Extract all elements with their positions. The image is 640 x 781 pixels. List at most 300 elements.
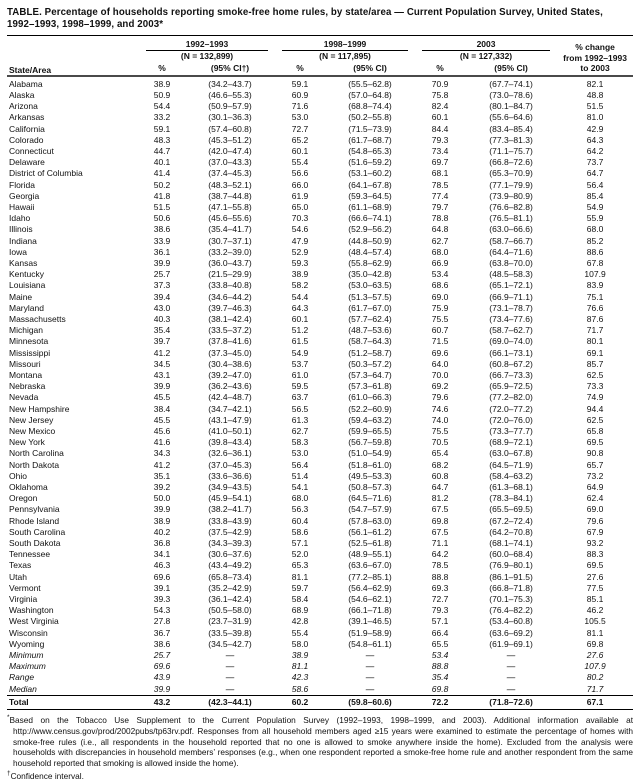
ci-2003: (68.1–74.1) (489, 538, 533, 549)
pct-1998-1999: 68.9 (291, 605, 309, 616)
ci-1998-1999: (48.9–55.1) (348, 549, 392, 560)
table-row (7, 426, 633, 437)
pct-1998-1999: 68.0 (291, 493, 309, 504)
table-row (7, 594, 633, 605)
pct-change: 68.0 (586, 224, 604, 235)
pct-1998-1999: 63.7 (291, 392, 309, 403)
table-row (7, 224, 633, 235)
ci-1998-1999: (35.0–42.8) (348, 269, 392, 280)
ci-1998-1999: (61.7–68.7) (348, 134, 392, 145)
subheader-ci-2: (95% CI) (325, 62, 415, 76)
pct-2003: 79.7 (431, 201, 449, 212)
table-row (7, 448, 633, 459)
pct-change: 62.5 (586, 414, 604, 425)
state-name: Alaska (9, 89, 35, 100)
ci-1998-1999: (52.9–56.2) (348, 224, 392, 235)
ci-2003: (55.6–64.6) (489, 112, 533, 123)
pct-1992-1993: 40.2 (153, 526, 171, 537)
state-name: Wyoming (9, 638, 45, 649)
table-row (7, 628, 633, 639)
pct-1992-1993: 50.6 (153, 213, 171, 224)
pct-1998-1999: 61.9 (291, 190, 309, 201)
ci-2003: (83.4–85.4) (489, 123, 533, 134)
ci-2003: (76.6–82.8) (489, 201, 533, 212)
ci-2003: (67.7–74.1) (489, 78, 533, 89)
pct-1998-1999: 58.0 (291, 638, 309, 649)
column-group-2003 (415, 36, 557, 52)
ci-1998-1999: (66.1–71.8) (348, 605, 392, 616)
table-row (7, 76, 633, 90)
pct-1998-1999: 52.0 (291, 549, 309, 560)
ci-2003: (77.1–79.9) (489, 179, 533, 190)
state-name: Connecticut (9, 145, 54, 156)
pct-1992-1993: 45.5 (153, 414, 171, 425)
ci-1998-1999: (57.7–62.4) (348, 313, 392, 324)
state-name: Virginia (9, 594, 38, 605)
summary-row (7, 650, 633, 661)
pct-change: 76.6 (586, 302, 604, 313)
pct-change: 85.4 (586, 190, 604, 201)
table-row (7, 112, 633, 123)
pct-1998-1999: 71.6 (291, 101, 309, 112)
ci-1992-1993: (50.5–58.0) (208, 605, 252, 616)
pct-2003: 60.1 (431, 112, 449, 123)
table-row (7, 202, 633, 213)
ci-1992-1993: (37.3–45.0) (208, 347, 252, 358)
pct-2003: 69.6 (431, 347, 449, 358)
ci-1992-1993: (50.9–57.9) (208, 101, 252, 112)
state-name: South Carolina (9, 526, 66, 537)
ci-1992-1993: (33.5–37.2) (208, 325, 252, 336)
pct-1992-1993: 39.1 (153, 582, 171, 593)
pct-1998-1999: 38.9 (291, 650, 309, 661)
pct-2003: 79.6 (431, 392, 449, 403)
pct-1992-1993: 35.4 (153, 325, 171, 336)
pct-1998-1999: 65.3 (291, 560, 309, 571)
state-name: Oklahoma (9, 482, 48, 492)
table-row (7, 404, 633, 415)
ci-1992-1993: (45.9–54.1) (208, 493, 252, 504)
state-name: Arizona (9, 101, 38, 112)
ci-1998-1999: (57.3–64.7) (348, 369, 392, 380)
ci-1992-1993: (36.0–43.7) (208, 257, 252, 268)
table-row (7, 325, 633, 336)
ci-2003: (80.1–84.7) (489, 101, 533, 112)
ci-1992-1993: (39.2–47.0) (208, 369, 252, 380)
pct-1998-1999: 59.5 (291, 381, 309, 392)
table-row (7, 437, 633, 448)
table-row (7, 359, 633, 370)
pct-1992-1993: 38.6 (153, 638, 171, 649)
pct-change: 69.1 (586, 347, 604, 358)
pct-1998-1999: 64.3 (291, 302, 309, 313)
pct-change: 27.6 (586, 571, 604, 582)
ci-1992-1993: (34.7–42.1) (208, 403, 252, 414)
pct-change: 69.8 (586, 638, 604, 649)
table-row (7, 303, 633, 314)
state-name: Iowa (9, 246, 27, 257)
pct-1992-1993: 35.1 (153, 470, 171, 481)
ci-2003: (73.0–78.6) (489, 89, 533, 100)
pct-2003: 81.2 (431, 493, 449, 504)
ci-1992-1993: (30.1–36.3) (208, 112, 252, 123)
ci-2003: (66.9–71.1) (489, 291, 533, 302)
pct-1992-1993: 37.3 (153, 280, 171, 291)
pct-1992-1993: 38.9 (153, 515, 171, 526)
pct-1992-1993: 50.9 (153, 89, 171, 100)
pct-1998-1999: 81.1 (291, 571, 309, 582)
pct-1998-1999: 52.9 (291, 246, 309, 257)
ci-2003: (61.9–69.1) (489, 638, 533, 649)
pct-1998-1999: 59.3 (291, 257, 309, 268)
pct-change: 94.4 (586, 403, 604, 414)
ci-1992-1993: (23.7–31.9) (208, 616, 252, 627)
total-row (7, 695, 633, 710)
ci-1992-1993: (43.1–47.9) (208, 414, 252, 425)
ci-1998-1999: (56.4–62.9) (348, 582, 392, 593)
pct-1998-1999: 54.6 (291, 224, 309, 235)
ci-2003: (61.3–68.1) (489, 482, 533, 492)
footnote-marker-asterisk: * (7, 714, 10, 722)
ci-1998-1999: (52.5–61.8) (348, 538, 392, 549)
pct-change: 85.1 (586, 594, 604, 605)
ci-2003: (64.5–71.9) (489, 459, 533, 470)
ci-2003: (63.0–66.6) (489, 224, 533, 235)
period-label-1998-1999: 1998–1999 (282, 39, 408, 51)
footnote-source (7, 713, 633, 768)
ci-1992-1993: (34.2–43.7) (208, 78, 252, 89)
ci-1992-1993: (30.7–37.1) (208, 235, 252, 246)
pct-1998-1999: 65.0 (291, 201, 309, 212)
state-name: Mississippi (9, 347, 51, 358)
pct-change: 62.5 (586, 369, 604, 380)
ci-1992-1993: (41.0–50.1) (208, 425, 252, 436)
state-name: Nebraska (9, 381, 46, 392)
pct-change: 42.9 (586, 123, 604, 134)
table-row (7, 538, 633, 549)
pct-1992-1993: 43.9 (153, 672, 171, 683)
pct-change: 64.3 (586, 134, 604, 145)
pct-2003: 75.5 (431, 425, 449, 436)
ci-2003: (71.8–72.6) (465, 695, 557, 710)
ci-1992-1993: (38.7–44.8) (208, 190, 252, 201)
ci-2003: (65.3–70.9) (489, 168, 533, 179)
ci-1998-1999: (48.7–53.6) (348, 325, 392, 336)
pct-1998-1999: 59.1 (291, 78, 309, 89)
ci-2003: (66.7–73.3) (489, 369, 533, 380)
pct-1998-1999: 56.6 (291, 168, 309, 179)
table-row (7, 392, 633, 403)
pct-1998-1999: 51.4 (291, 470, 309, 481)
ci-1998-1999: — (365, 672, 375, 683)
ci-1998-1999: (58.7–64.3) (348, 336, 392, 347)
pct-change: 67.1 (557, 695, 633, 710)
pct-2003: 69.0 (431, 291, 449, 302)
pct-2003: 53.4 (431, 650, 449, 661)
pct-change: 64.9 (586, 482, 604, 492)
pct-2003: 69.7 (431, 157, 449, 168)
ci-1998-1999: (61.0–66.3) (348, 392, 392, 403)
ci-1998-1999: (57.3–61.8) (348, 381, 392, 392)
ci-1992-1993: (39.7–46.3) (208, 302, 252, 313)
ci-1992-1993: (39.8–43.4) (208, 437, 252, 448)
pct-1998-1999: 56.3 (291, 504, 309, 515)
table-row (7, 90, 633, 101)
pct-change: 87.6 (586, 313, 604, 324)
pct-1992-1993: 34.1 (153, 549, 171, 560)
pct-change-line-2: from 1992–1993 (563, 52, 627, 63)
pct-change: 107.9 (584, 661, 606, 672)
state-name: Vermont (9, 582, 41, 593)
footnotes (7, 713, 633, 781)
ci-1998-1999: (61.7–67.0) (348, 302, 392, 313)
pct-2003: 73.4 (431, 145, 449, 156)
column-group-1992-1993 (139, 36, 275, 52)
state-name: Idaho (9, 213, 31, 224)
pct-2003: 53.4 (431, 269, 449, 280)
state-name: Range (9, 672, 35, 683)
column-header-pct-change (557, 36, 633, 76)
pct-change: 69.0 (586, 504, 604, 515)
pct-1992-1993: 39.9 (153, 504, 171, 515)
pct-change: 88.6 (586, 246, 604, 257)
pct-2003: 88.8 (431, 571, 449, 582)
ci-2003: (73.3–77.7) (489, 425, 533, 436)
ci-1998-1999: (55.8–62.9) (348, 257, 392, 268)
ci-2003: (64.2–70.8) (489, 526, 533, 537)
pct-1998-1999: 62.7 (291, 425, 309, 436)
ci-2003: (73.9–80.9) (489, 190, 533, 201)
subheader-ci-3: (95% CI) (465, 62, 557, 76)
pct-change: 73.2 (586, 470, 604, 481)
state-name: North Dakota (9, 459, 60, 470)
ci-2003: (58.7–62.7) (489, 325, 533, 336)
table-row (7, 314, 633, 325)
table-body (7, 76, 633, 710)
period-label-1992-1993: 1992–1993 (146, 39, 268, 51)
state-name: Delaware (9, 157, 45, 168)
state-name: New Jersey (9, 414, 54, 425)
ci-2003: (63.0–67.8) (489, 448, 533, 459)
ci-1998-1999: (59.4–63.2) (348, 414, 392, 425)
ci-1992-1993: (47.1–55.8) (208, 201, 252, 212)
pct-2003: 78.8 (431, 213, 449, 224)
pct-1992-1993: 50.0 (153, 493, 171, 504)
ci-2003: — (506, 650, 516, 661)
ci-2003: (66.8–71.8) (489, 582, 533, 593)
pct-change: 81.1 (586, 627, 604, 638)
table-row (7, 471, 633, 482)
pct-change: 83.9 (586, 280, 604, 291)
state-name: Oregon (9, 493, 38, 504)
state-name: Kentucky (9, 269, 44, 280)
state-name: Tennessee (9, 549, 51, 560)
ci-1992-1993: (34.5–42.7) (208, 638, 252, 649)
pct-1998-1999: 58.2 (291, 280, 309, 291)
ci-2003: (60.8–67.2) (489, 358, 533, 369)
ci-2003: (66.8–72.6) (489, 157, 533, 168)
pct-1998-1999: 42.3 (291, 672, 309, 683)
subheader-pct-3: % (415, 62, 465, 76)
pct-1998-1999: 61.3 (291, 414, 309, 425)
pct-2003: 68.2 (431, 459, 449, 470)
ci-1998-1999: (51.2–58.7) (348, 347, 392, 358)
pct-change: 51.5 (586, 101, 604, 112)
pct-1998-1999: 57.1 (291, 538, 309, 549)
state-name: Nevada (9, 392, 39, 403)
state-name: California (9, 123, 45, 134)
pct-1998-1999: 65.2 (291, 134, 309, 145)
ci-2003: (86.1–91.5) (489, 571, 533, 582)
table-row (7, 124, 633, 135)
ci-1992-1993: — (225, 661, 235, 672)
pct-1998-1999: 72.7 (291, 123, 309, 134)
table-row (7, 381, 633, 392)
pct-change: 69.5 (586, 560, 604, 571)
ci-2003: (72.0–77.2) (489, 403, 533, 414)
pct-change: 81.0 (586, 112, 604, 123)
ci-1992-1993: (45.6–55.6) (208, 213, 252, 224)
pct-1992-1993: 36.7 (153, 627, 171, 638)
state-name: Colorado (9, 134, 44, 145)
pct-2003: 62.7 (431, 235, 449, 246)
ci-1998-1999: (59.9–65.5) (348, 425, 392, 436)
ci-1998-1999: (57.8–63.0) (348, 515, 392, 526)
ci-1998-1999: (44.8–50.9) (348, 235, 392, 246)
ci-1992-1993: (33.5–39.8) (208, 627, 252, 638)
pct-2003: 35.4 (431, 672, 449, 683)
pct-2003: 64.8 (431, 224, 449, 235)
pct-1992-1993: 43.2 (139, 695, 185, 710)
pct-2003: 70.5 (431, 437, 449, 448)
pct-change: 74.9 (586, 392, 604, 403)
footnote-ci-text: Confidence interval. (10, 770, 84, 781)
pct-2003: 75.8 (431, 89, 449, 100)
ci-1992-1993: (33.8–43.9) (208, 515, 252, 526)
pct-2003: 78.5 (431, 560, 449, 571)
column-header-state: State/Area (7, 36, 139, 76)
state-name: Arkansas (9, 112, 45, 123)
pct-change: 71.7 (586, 325, 604, 336)
column-group-1998-1999 (275, 36, 415, 52)
state-name: Indiana (9, 235, 37, 246)
ci-1992-1993: (43.4–49.2) (208, 560, 252, 571)
pct-1998-1999: 58.4 (291, 594, 309, 605)
pct-2003: 79.3 (431, 605, 449, 616)
pct-1992-1993: 54.4 (153, 101, 171, 112)
ci-2003: (48.5–58.3) (489, 269, 533, 280)
table-row (7, 482, 633, 493)
pct-1992-1993: 25.7 (153, 650, 171, 661)
pct-2003: 66.9 (431, 257, 449, 268)
sample-size-1992-1993: (N = 132,899) (180, 51, 234, 62)
ci-2003: (65.9–72.5) (489, 381, 533, 392)
pct-change: 88.3 (586, 549, 604, 560)
ci-1992-1993: (46.6–55.3) (208, 89, 252, 100)
pct-2003: 69.2 (431, 381, 449, 392)
ci-1992-1993: (33.2–39.0) (208, 246, 252, 257)
ci-1992-1993: (34.6–44.2) (208, 291, 252, 302)
pct-1998-1999: 51.2 (291, 325, 309, 336)
pct-1998-1999: 54.4 (291, 291, 309, 302)
pct-2003: 66.4 (431, 627, 449, 638)
ci-1998-1999: (50.2–55.8) (348, 112, 392, 123)
ci-1998-1999: (71.5–73.9) (348, 123, 392, 134)
ci-2003: (68.9–72.1) (489, 437, 533, 448)
pct-2003: 69.8 (431, 515, 449, 526)
pct-change: 82.1 (586, 78, 604, 89)
pct-1992-1993: 41.2 (153, 347, 171, 358)
pct-change: 54.9 (586, 201, 604, 212)
pct-1992-1993: 69.6 (153, 571, 171, 582)
pct-change: 67.9 (586, 526, 604, 537)
table-row (7, 504, 633, 515)
state-name: West Virginia (9, 616, 59, 627)
pct-1998-1999: 58.6 (291, 683, 309, 694)
pct-1992-1993: 38.9 (153, 78, 171, 89)
pct-1998-1999: 60.4 (291, 515, 309, 526)
ci-1992-1993: (42.4–48.7) (208, 392, 252, 403)
state-name: Washington (9, 605, 54, 616)
pct-change: 62.4 (586, 493, 604, 504)
pct-1998-1999: 38.9 (291, 269, 309, 280)
pct-1998-1999: 53.0 (291, 448, 309, 459)
state-name: North Carolina (9, 448, 64, 459)
table-row (7, 146, 633, 157)
table-row (7, 336, 633, 347)
ci-2003: (76.4–82.2) (489, 605, 533, 616)
pct-1992-1993: 27.8 (153, 616, 171, 627)
ci-1992-1993: — (225, 683, 235, 694)
smoke-free-homes-table (7, 35, 633, 710)
ci-1992-1993: (36.1–42.4) (208, 594, 252, 605)
state-name: Utah (9, 571, 27, 582)
state-name: Pennsylvania (9, 504, 60, 515)
pct-1998-1999: 55.4 (291, 627, 309, 638)
state-name: Michigan (9, 325, 44, 336)
ci-1998-1999: (51.0–54.9) (348, 448, 392, 459)
ci-1992-1993: (35.2–42.9) (208, 582, 252, 593)
pct-1992-1993: 41.6 (153, 437, 171, 448)
ci-1998-1999: (54.6–62.1) (348, 594, 392, 605)
table-row (7, 292, 633, 303)
pct-1992-1993: 54.3 (153, 605, 171, 616)
ci-1998-1999: (64.5–71.6) (348, 493, 392, 504)
pct-change: 67.8 (586, 257, 604, 268)
pct-2003: 69.3 (431, 582, 449, 593)
pct-1992-1993: 48.3 (153, 134, 171, 145)
ci-2003: (58.7–66.7) (489, 235, 533, 246)
table-row (7, 157, 633, 168)
pct-1992-1993: 39.9 (153, 257, 171, 268)
table-title: TABLE. Percentage of households reporting smoke-free home rules, by state/area — Current Population Survey, United States, 1992–1993, 1998–1999, and 2003* (7, 7, 603, 30)
pct-2003: 74.0 (431, 414, 449, 425)
table-row (7, 180, 633, 191)
pct-1992-1993: 39.9 (153, 683, 171, 694)
table-row (7, 213, 633, 224)
ci-1992-1993: (38.1–42.4) (208, 313, 252, 324)
pct-1998-1999: 55.4 (291, 157, 309, 168)
ci-1998-1999: (51.3–57.5) (348, 291, 392, 302)
table-row (7, 560, 633, 571)
pct-1992-1993: 40.1 (153, 157, 171, 168)
pct-change: 90.8 (586, 448, 604, 459)
table-row (7, 269, 633, 280)
pct-change: 93.2 (586, 538, 604, 549)
pct-1992-1993: 33.9 (153, 235, 171, 246)
pct-1992-1993: 39.9 (153, 381, 171, 392)
ci-1992-1993: (57.4–60.8) (208, 123, 252, 134)
